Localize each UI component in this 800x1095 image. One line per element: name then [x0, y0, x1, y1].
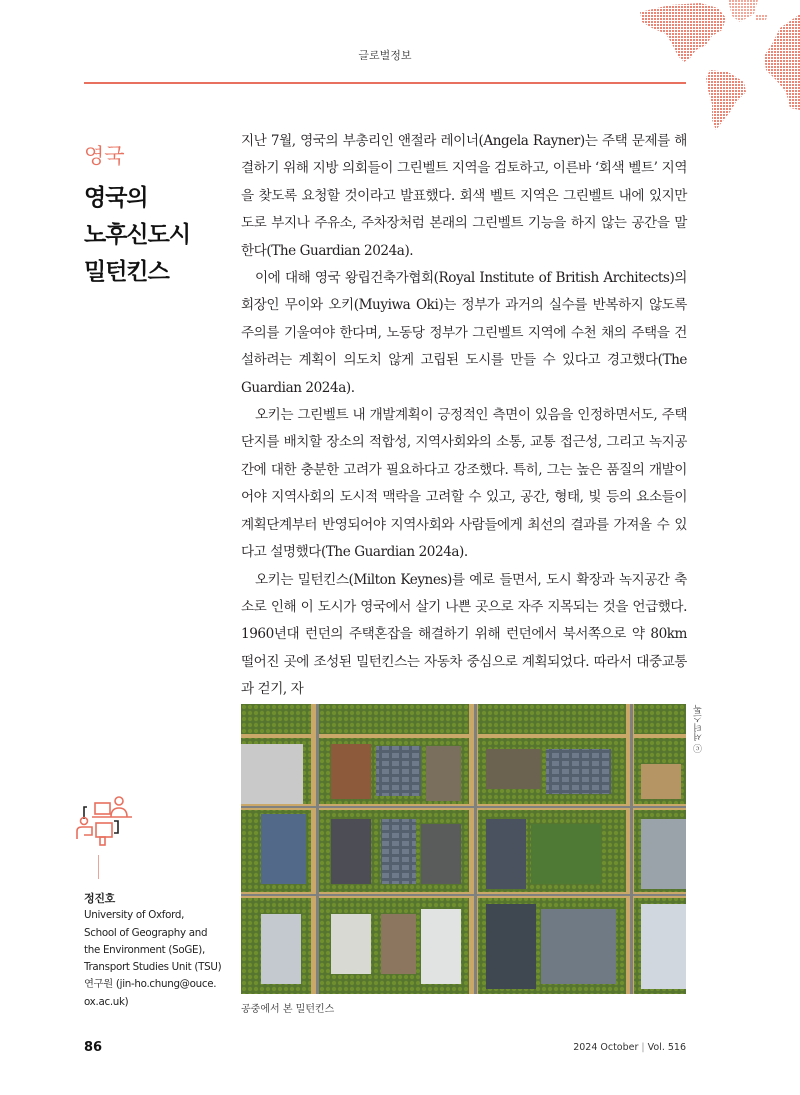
world-map-decoration [600, 0, 800, 130]
paragraph: 이에 대해 영국 왕립건축가협회(Royal Institute of British Architects)의 회장인 무이와 오키(Muyiwa Oki)는 정부가 과거의 실수를 반복하지 않도록 주의를 기울여야 한다며, 노동당 정부가 그린벨트 지역에 수천 채의 주택을 건설하려는 계획이 의도치 않게 고립된 도시를 만들 수 있다고 경고했다(The Guardian 2024a). [241, 270, 687, 396]
paragraph: 오키는 그린벨트 내 개발계획이 긍정적인 측면이 있음을 인정하면서도, 주택단지를 배치할 장소의 적합성, 지역사회와의 소통, 교통 접근성, 그리고 녹지공간에 대한 충분한 고려가 필요하다고 강조했다. 특히, 그는 높은 품질의 개발이어야 지역사회의 도시적 맥락을 고려할 수 있고, 공간, 형태, 빛 등의 요소들이 계획단계부터 반영되어야 지역사회와 사람들에게 최선의 결과를 가져올 수 있다고 설명했다(The Guardian 2024a). [241, 407, 687, 561]
author-affiliation-line: School of Geography and [84, 926, 208, 939]
author-affiliation-line: Transport Studies Unit (TSU) [84, 961, 222, 974]
issue-date: 2024 October [573, 1042, 639, 1053]
paragraph: 오키는 밀턴킨스(Milton Keynes)를 예로 들면서, 도시 확장과 녹지공간 축소로 인해 이 도시가 영국에서 살기 나쁜 곳으로 자주 지목되는 것을 언급했다. 1960년대 런던의 주택혼잡을 해결하기 위해 런던에서 북서쪽으로 약 80km 떨어진 곳에 조성된 밀턴킨스는 자동차 중심으로 계획되었다. 따라서 대중교통과 걷기, 자 [241, 571, 687, 698]
photo-caption: 공중에서 본 밀턴킨스 [241, 1004, 335, 1015]
author-affiliation-line: 연구원 (jin-ho.chung@ouce. [84, 978, 217, 991]
paragraph: 지난 7월, 영국의 부총리인 앤절라 레이너(Angela Rayner)는 주택 문제를 해결하기 위해 지방 의회들이 그린벨트 지역을 검토하고, 이른바 ‘회색 벨트’ 지역을 찾도록 요청할 것이라고 발표했다. 회색 벨트 지역은 그린벨트 내에 있지만 도로 부지나 주유소, 주차장처럼 본래의 그린벨트 기능을 하지 않는 공간을 말한다(The Guardian 2024a). [241, 133, 687, 259]
author-name: 정진호 [84, 892, 115, 905]
aerial-photo [241, 704, 686, 994]
header-rule [84, 82, 686, 84]
separator: | [641, 1042, 645, 1053]
author-info [84, 890, 244, 1011]
article-title [84, 180, 224, 291]
author-affiliation-line: the Environment (SoGE), [84, 943, 205, 956]
author-affiliation-line: University of Oxford, [84, 909, 185, 922]
issue-info [573, 1042, 686, 1053]
page-number: 86 [84, 1040, 103, 1055]
section-label: 글로벌정보 [358, 49, 412, 62]
title-line: 밀턴킨스 [84, 259, 169, 285]
country-label: 영국 [84, 144, 125, 168]
issue-volume: Vol. 516 [647, 1042, 686, 1053]
title-line: 영국의 [84, 185, 148, 211]
author-divider [98, 855, 99, 879]
title-line: 노후신도시 [84, 222, 191, 248]
article-body [241, 128, 687, 704]
people-at-computers-icon [74, 795, 134, 847]
photo-credit: ⓒ 셔터스톡 [694, 705, 704, 753]
author-affiliation-line: ox.ac.uk) [84, 995, 129, 1008]
